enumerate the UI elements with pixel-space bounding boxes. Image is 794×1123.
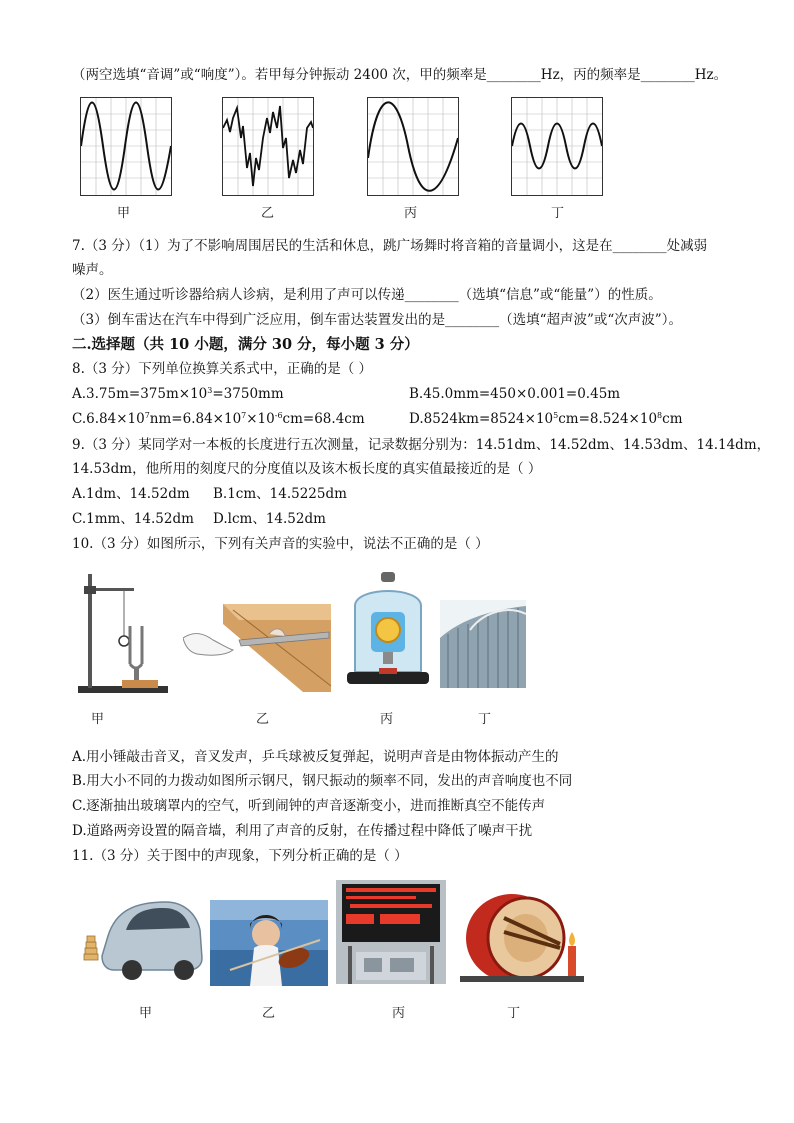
q8-option-d[interactable]: $D.8524km=8524\times 10^5cm=8.524\times 10^8cm$: [409, 411, 683, 427]
q10-caption-yi: 乙: [256, 712, 270, 727]
q9-option-c[interactable]: C.1mm、14.52dm: [72, 511, 194, 527]
q9-stem-2: 14.53dm，他所用的刻度尺的分度值以及该木板长度的真实值最接近的是（ ）: [72, 461, 542, 477]
sound-barrier-figure: [440, 600, 526, 688]
q8-stem: 8.（3 分）下列单位换算关系式中，正确的是（ ）: [72, 361, 373, 377]
q11-caption-bing: 丙: [392, 1006, 406, 1021]
waveform-ding: [511, 97, 603, 196]
violin-figure: [210, 900, 328, 986]
q6-text-b: Hz，丙的频率是: [540, 67, 641, 83]
waveform-caption-bing: 丙: [404, 206, 418, 221]
q7-line-1: 7.（3 分）（1）为了不影响周围居民的生活和休息，跳广场舞时将音箱的音量调小，这是在________处减弱: [72, 238, 708, 254]
q10-caption-jia: 甲: [91, 712, 105, 727]
waveform-yi: [222, 97, 314, 196]
q11-stem: 11.（3 分）关于图中的声现象，下列分析正确的是（ ）: [72, 848, 408, 864]
section-heading: 二.选择题（共 10 小题，满分 30 分，每小题 3 分）: [72, 336, 419, 353]
q6-text-c: Hz。: [694, 67, 728, 83]
waveform-bing: [367, 97, 459, 196]
q10-stem: 10.（3 分）如图所示，下列有关声音的实验中，说法不正确的是（ ）: [72, 536, 489, 552]
waveform-jia: [80, 97, 172, 196]
q7-line-2: （2）医生通过听诊器给病人诊病，是利用了声可以传递________（选填“信息”或“能量”）的性质。: [72, 287, 662, 303]
q7-line-1b: 噪声。: [72, 262, 113, 278]
q10-caption-bing: 丙: [380, 712, 394, 727]
q11-caption-yi: 乙: [262, 1006, 276, 1021]
q6-blank-1[interactable]: ________: [486, 67, 541, 83]
q9-stem-1: 9.（3 分）某同学对一本板的长度进行五次测量，记录数据分别为：14.51dm、14.52dm、14.53dm、14.14dm，: [72, 437, 771, 453]
noise-display-figure: [336, 880, 446, 984]
bell-jar-figure: [345, 572, 431, 692]
steel-ruler-figure: [183, 604, 331, 692]
q9-option-b[interactable]: B.1cm、14.5225dm: [213, 486, 347, 502]
q6-blank-2[interactable]: ________: [640, 67, 695, 83]
q10-option-a[interactable]: A.用小锤敲击音叉，音叉发声，乒乓球被反复弹起，说明声音是由物体振动产生的: [72, 749, 559, 765]
waveform-caption-jia: 甲: [117, 206, 131, 221]
q6-text: （两空选填“音调”或“响度”）。若甲每分钟振动 2400 次，甲的频率是: [72, 67, 487, 83]
waveform-caption-yi: 乙: [261, 206, 275, 221]
q9-option-a[interactable]: A.1dm、14.52dm: [72, 486, 190, 502]
q9-option-d[interactable]: D.lcm、14.52dm: [213, 511, 326, 527]
drum-figure: [460, 888, 584, 984]
waveform-caption-ding: 丁: [551, 206, 565, 221]
q7-line-3: （3）倒车雷达在汽车中得到广泛应用，倒车雷达装置发出的是________（选填“超声波”或“次声波”）。: [72, 312, 682, 328]
q10-option-d[interactable]: D.道路两旁设置的隔音墙，利用了声音的反射，在传播过程中降低了噪声干扰: [72, 823, 533, 839]
q10-caption-ding: 丁: [478, 712, 492, 727]
q10-option-b[interactable]: B.用大小不同的力拨动如图所示钢尺，钢尺振动的频率不同，发出的声音响度也不同: [72, 773, 573, 789]
tuning-fork-figure: [74, 568, 174, 696]
q8-option-c[interactable]: $C.6.84\times 10^7nm=6.84\times 10^7\times 10^{-6}cm=68.4cm$: [72, 411, 365, 427]
q11-caption-ding: 丁: [507, 1006, 521, 1021]
car-figure: [80, 896, 204, 982]
q8-option-a[interactable]: $A.3.75m=375m\times 10^3=3750mm$: [72, 386, 284, 402]
q11-caption-jia: 甲: [139, 1006, 153, 1021]
q8-option-b[interactable]: B.45.0mm=450×0.001=0.45m: [409, 386, 621, 402]
q6-tail-line: [72, 66, 727, 84]
q10-option-c[interactable]: C.逐渐抽出玻璃罩内的空气，听到闹钟的声音逐渐变小，进而推断真空不能传声: [72, 798, 546, 814]
